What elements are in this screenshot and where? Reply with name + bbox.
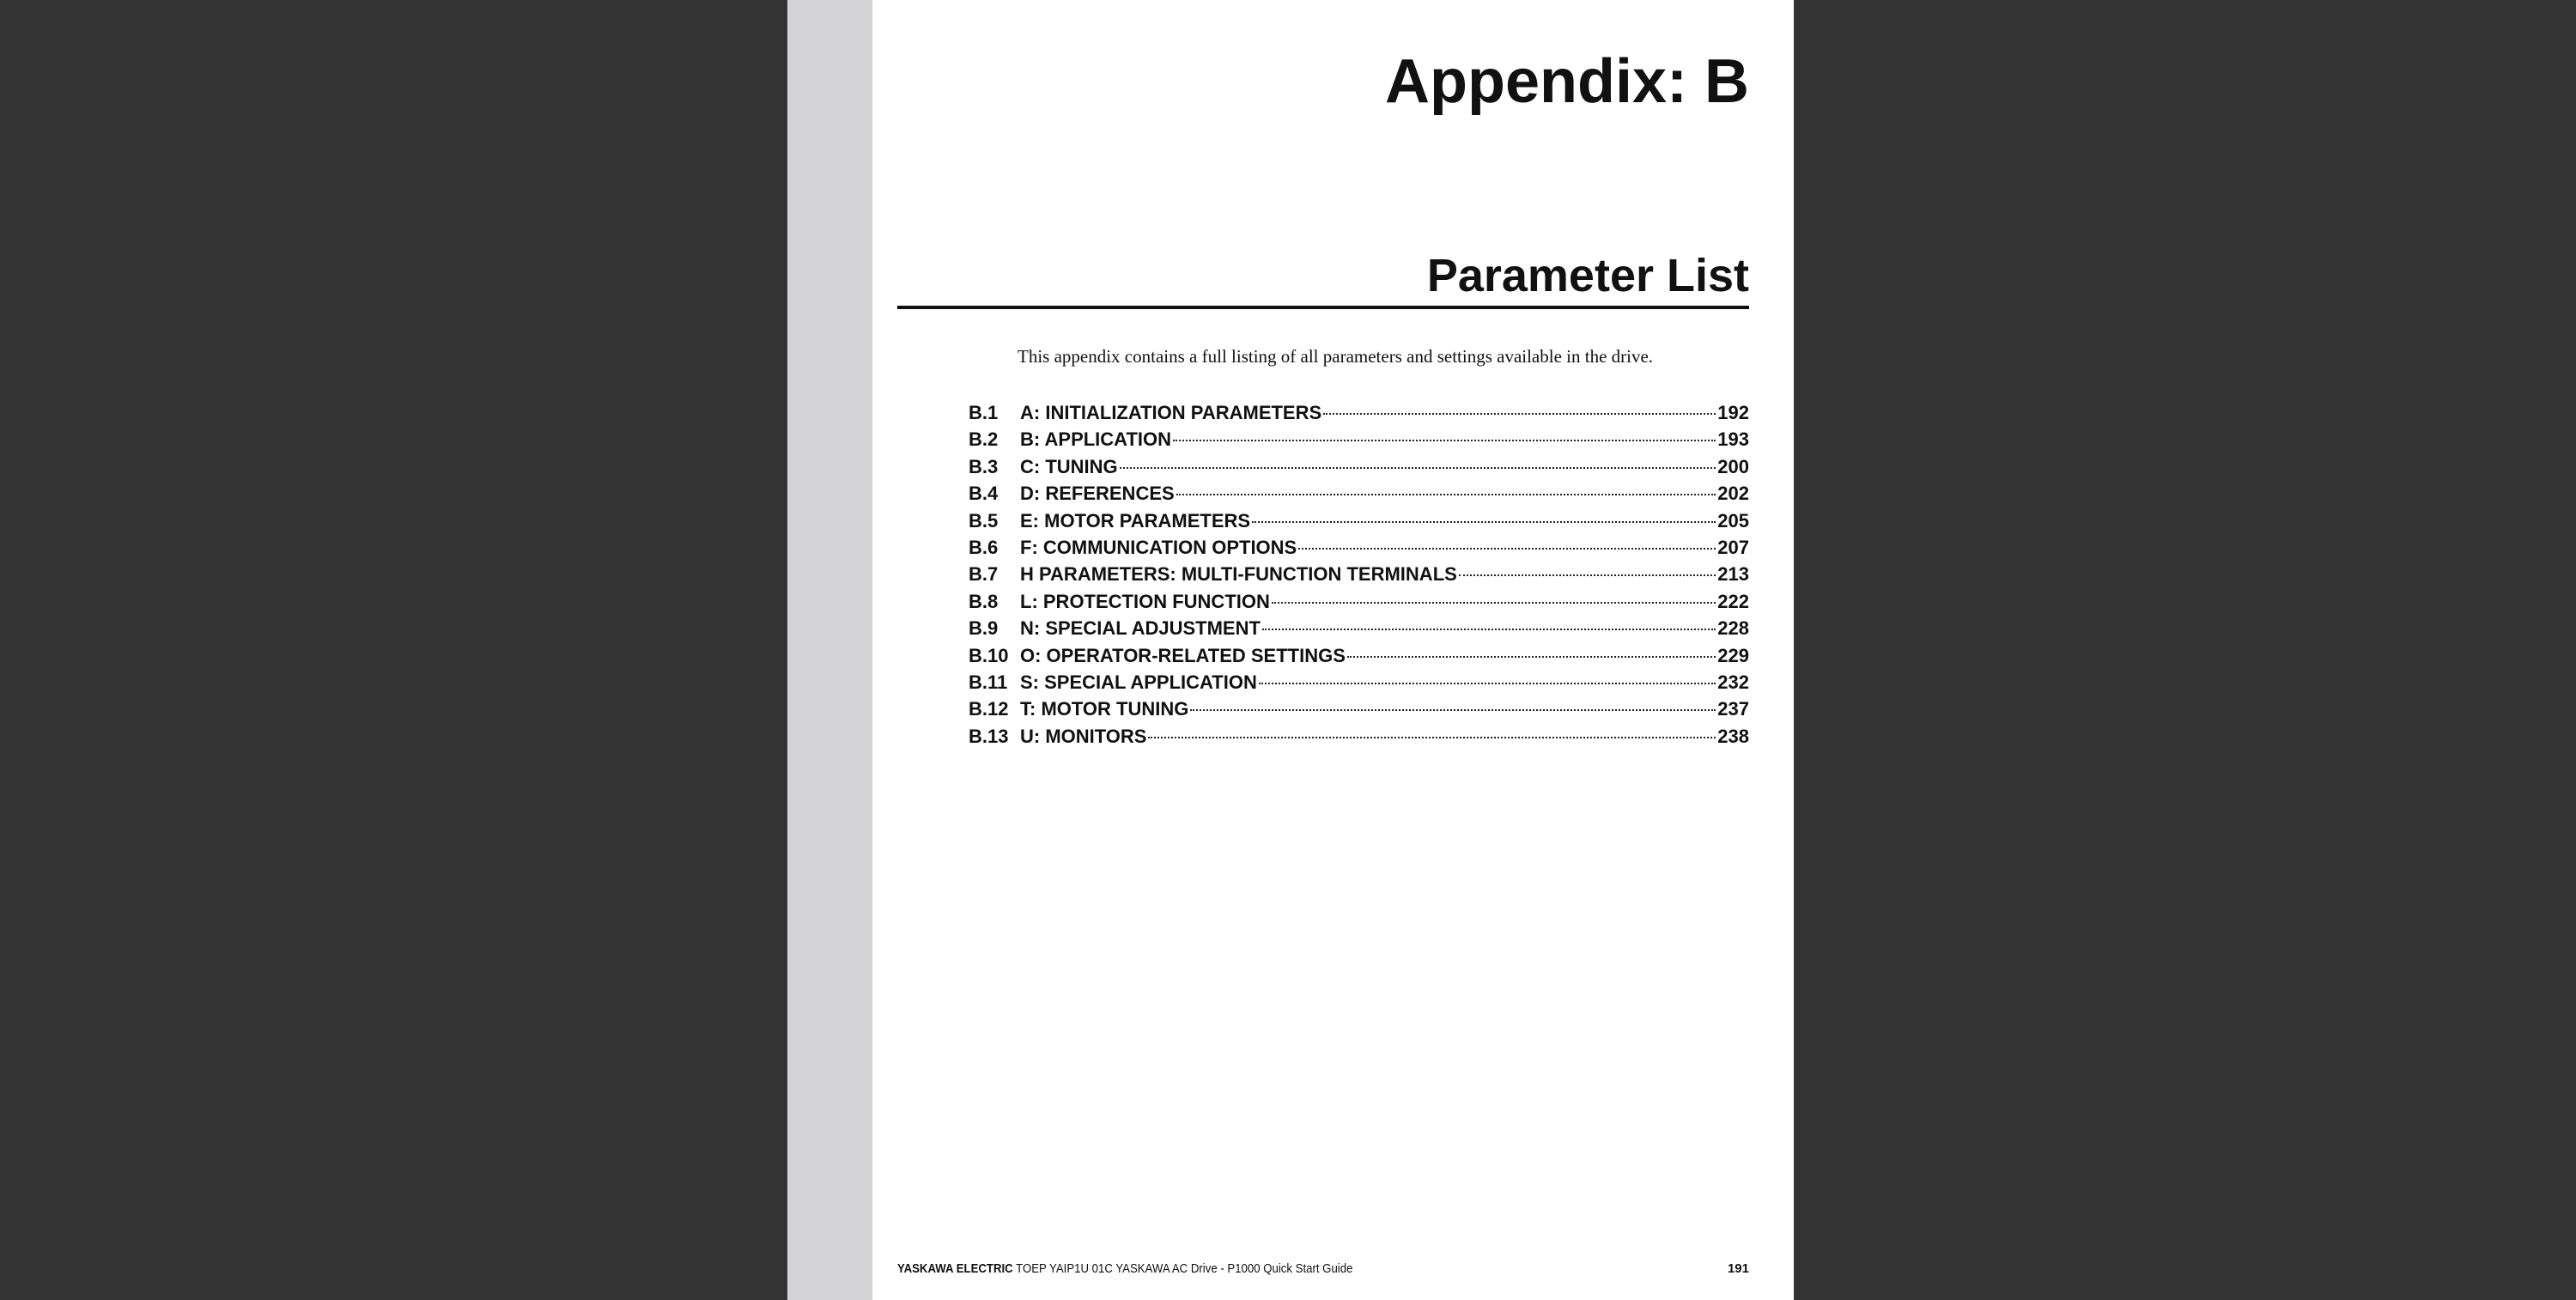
page-side-band bbox=[787, 0, 872, 1300]
toc-dot-leader bbox=[1120, 467, 1716, 469]
toc-title: A: INITIALIZATION PARAMETERS bbox=[1020, 402, 1322, 423]
toc-dot-leader bbox=[1148, 737, 1716, 738]
toc-title: D: REFERENCES bbox=[1020, 483, 1175, 505]
toc-number: B.11 bbox=[969, 671, 1008, 693]
toc-title: L: PROTECTION FUNCTION bbox=[1020, 590, 1270, 612]
toc-page-number: 228 bbox=[1717, 617, 1749, 640]
toc-entry-b13[interactable] bbox=[969, 726, 1749, 752]
toc-number: B.4 bbox=[969, 483, 999, 505]
toc-page-number: 229 bbox=[1717, 644, 1749, 666]
toc-title: B: APPLICATION bbox=[1020, 428, 1171, 451]
toc-title: H PARAMETERS: MULTI-FUNCTION TERMINALS bbox=[1020, 563, 1457, 586]
toc-entry-b6[interactable] bbox=[969, 537, 1749, 563]
toc-number: B.10 bbox=[969, 644, 1009, 666]
toc-dot-leader bbox=[1262, 629, 1716, 630]
toc-page-number: 213 bbox=[1717, 563, 1749, 586]
toc-dot-leader bbox=[1176, 494, 1716, 495]
table-of-contents bbox=[969, 402, 1749, 752]
toc-entry-b10[interactable] bbox=[969, 645, 1749, 671]
toc-page-number: 200 bbox=[1717, 455, 1749, 477]
toc-page-number: 237 bbox=[1717, 698, 1749, 720]
toc-entry-b12[interactable] bbox=[969, 698, 1749, 725]
footer-company: YASKAWA ELECTRIC bbox=[897, 1261, 1013, 1276]
toc-title: F: COMMUNICATION OPTIONS bbox=[1020, 536, 1297, 558]
document-page bbox=[787, 0, 1794, 1300]
toc-page-number: 222 bbox=[1717, 590, 1749, 612]
section-title: Parameter List bbox=[1426, 250, 1749, 301]
toc-number: B.5 bbox=[969, 509, 999, 532]
toc-dot-leader bbox=[1323, 413, 1716, 415]
toc-dot-leader bbox=[1272, 602, 1716, 604]
toc-dot-leader bbox=[1259, 683, 1716, 684]
toc-number: B.3 bbox=[969, 455, 999, 477]
toc-title: N: SPECIAL ADJUSTMENT bbox=[1020, 617, 1261, 640]
toc-page-number: 232 bbox=[1717, 671, 1749, 693]
toc-number: B.6 bbox=[969, 536, 999, 558]
toc-dot-leader bbox=[1347, 656, 1716, 658]
footer-page-number: 191 bbox=[1727, 1261, 1749, 1276]
intro-paragraph: This appendix contains a full listing of all parameters and settings available in the drive. bbox=[1018, 346, 1654, 367]
toc-entry-b5[interactable] bbox=[969, 510, 1749, 537]
appendix-title: Appendix: B bbox=[1385, 47, 1749, 116]
toc-entry-b1[interactable] bbox=[969, 402, 1749, 428]
toc-dot-leader bbox=[1459, 574, 1716, 576]
toc-entry-b2[interactable] bbox=[969, 428, 1749, 455]
toc-entry-b9[interactable] bbox=[969, 617, 1749, 644]
page-footer bbox=[897, 1261, 1352, 1278]
toc-entry-b3[interactable] bbox=[969, 456, 1749, 483]
toc-number: B.2 bbox=[969, 428, 999, 451]
toc-page-number: 205 bbox=[1717, 509, 1749, 532]
toc-page-number: 207 bbox=[1717, 536, 1749, 558]
toc-title: U: MONITORS bbox=[1020, 725, 1147, 747]
title-rule bbox=[897, 306, 1749, 309]
toc-number: B.12 bbox=[969, 698, 1009, 720]
toc-number: B.8 bbox=[969, 590, 999, 612]
toc-entry-b8[interactable] bbox=[969, 591, 1749, 617]
toc-page-number: 192 bbox=[1717, 402, 1749, 423]
toc-number: B.7 bbox=[969, 563, 999, 586]
toc-entry-b7[interactable] bbox=[969, 563, 1749, 590]
footer-document-title: TOEP YAIP1U 01C YASKAWA AC Drive - P1000 Quick Start Guide bbox=[1016, 1261, 1353, 1276]
toc-number: B.9 bbox=[969, 617, 999, 640]
toc-title: S: SPECIAL APPLICATION bbox=[1020, 671, 1257, 693]
toc-number: B.1 bbox=[969, 402, 999, 423]
toc-dot-leader bbox=[1252, 521, 1716, 523]
toc-title: O: OPERATOR-RELATED SETTINGS bbox=[1020, 644, 1346, 666]
toc-entry-b4[interactable] bbox=[969, 483, 1749, 509]
toc-title: E: MOTOR PARAMETERS bbox=[1020, 509, 1251, 532]
toc-title: C: TUNING bbox=[1020, 455, 1118, 477]
toc-entry-b11[interactable] bbox=[969, 671, 1749, 698]
toc-page-number: 193 bbox=[1717, 428, 1749, 451]
toc-title: T: MOTOR TUNING bbox=[1020, 698, 1189, 720]
toc-number: B.13 bbox=[969, 725, 1009, 747]
toc-dot-leader bbox=[1173, 440, 1716, 441]
toc-page-number: 238 bbox=[1717, 725, 1749, 747]
toc-page-number: 202 bbox=[1717, 483, 1749, 505]
toc-dot-leader bbox=[1298, 548, 1716, 550]
toc-dot-leader bbox=[1190, 709, 1716, 711]
